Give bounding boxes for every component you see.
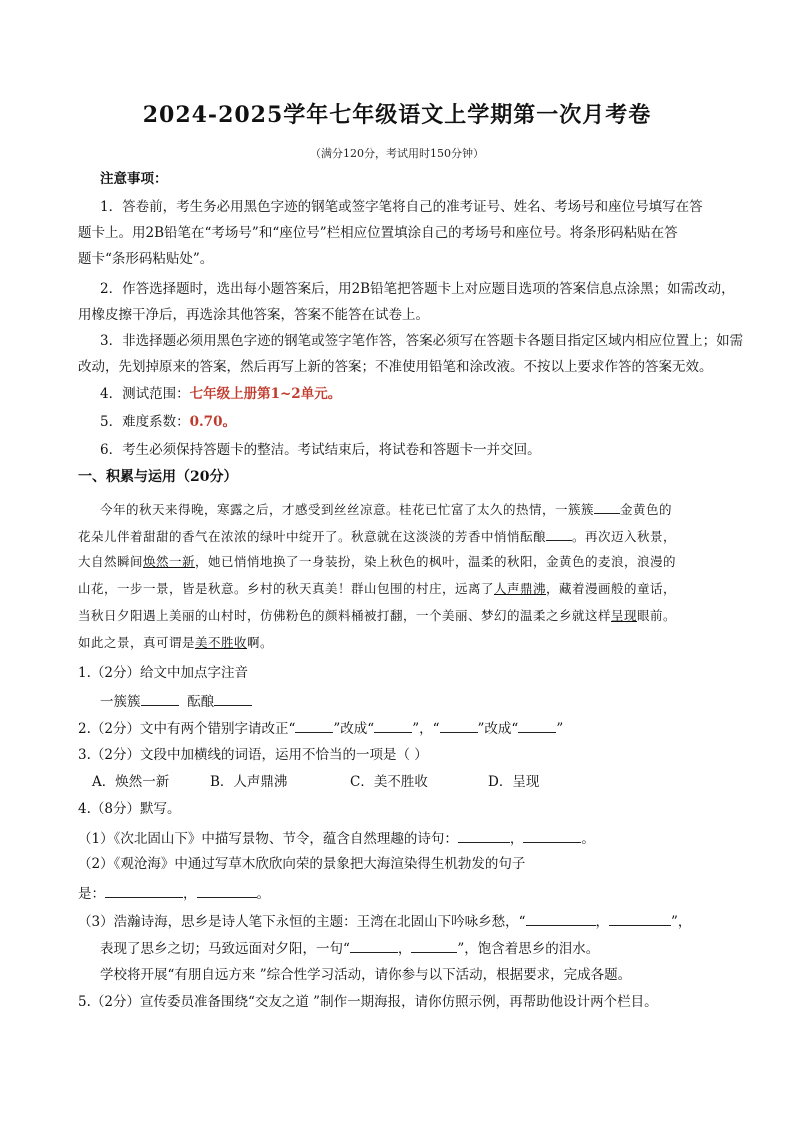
note-2-line-a: 2．作答选择题时，选出每小题答案后，用2B铅笔把答题卡上对应题目选项的答案信息点涂黑；如需改动， — [100, 281, 735, 297]
difficulty-value: 0.70。 — [189, 414, 236, 430]
note-4-label: 4．测试范围： — [100, 386, 190, 402]
test-scope: 七年级上册第1~2单元。 — [189, 386, 342, 402]
note-1-line-b: 题卡上。用2B铅笔在“考场号”和“座位号”栏相应位置填涂自己的考场号和座位号。将条形码粘贴在答 — [78, 225, 678, 241]
passage-line-3: 大自然瞬间焕然一新，她已悄悄地换了一身装扮，染上秋色的枫叶，温柔的秋阳，金黄色的麦浪，浪漫的 — [78, 554, 677, 569]
question-3-options — [92, 773, 742, 791]
answer-blank[interactable] — [105, 883, 183, 898]
answer-blank[interactable] — [458, 828, 510, 843]
note-4 — [100, 385, 728, 403]
question-1-stem: 1.（2分）给文中加点字注音 — [78, 665, 248, 681]
answer-blank[interactable] — [526, 911, 596, 926]
notes-heading: 注意事项： — [100, 171, 168, 187]
passage-line-6: 如此之景，真可谓是美不胜收啊。 — [78, 635, 274, 650]
note-3-line-a: 3．非选择题必须用黑色字迹的钢笔或签字笔作答，答案必须写在答题卡各题目指定区域内相应位置上；如需 — [100, 333, 744, 349]
answer-blank[interactable] — [350, 938, 398, 953]
answer-blank[interactable] — [440, 718, 478, 733]
underlined-word: 人声鼎沸 — [494, 581, 547, 596]
answer-blank[interactable] — [411, 938, 457, 953]
option-d[interactable]: D．呈现 — [488, 774, 540, 790]
answer-blank[interactable] — [141, 691, 179, 706]
note-2-line-b: 用橡皮擦干净后，再选涂其他答案，答案不能答在试卷上。 — [78, 307, 429, 323]
option-a[interactable]: A．焕然一新 — [92, 774, 170, 790]
exam-title: 2024-2025学年七年级语文上学期第一次月考卷 — [142, 102, 652, 128]
answer-blank[interactable] — [374, 718, 412, 733]
exam-subtitle: （满分120分，考试用时150分钟） — [310, 147, 484, 160]
answer-blank[interactable] — [295, 718, 333, 733]
note-5 — [100, 413, 728, 431]
question-4-2-a: （2）《观沧海》中通过写草木欣欣向荣的景象把大海渲染得生机勃发的句子 — [78, 856, 526, 872]
question-1-items: 一簇簇 酝酿 — [100, 691, 728, 711]
passage-line-1: 今年的秋天来得晚，寒露之后，才感受到丝丝凉意。桂花已忙富了太久的热情，一簇簇 金黄色的 — [100, 499, 728, 519]
blank — [594, 499, 620, 514]
underlined-word: 焕然一新 — [143, 554, 196, 569]
question-4-3-b: 表现了思乡之切；马致远面对夕阳，一句“ ， ”，饱含着思乡的泪水。 — [100, 938, 728, 958]
answer-blank[interactable] — [609, 911, 671, 926]
question-4-2-b: 是： ， 。 — [78, 883, 728, 903]
answer-blank[interactable] — [197, 883, 257, 898]
question-2: 2.（2分）文中有两个错别字请改正“ ”改成“ ”，“ ”改成“ ” — [78, 718, 728, 738]
note-6: 6．考生必须保持答题卡的整洁。考试结束后，将试卷和答题卡一并交回。 — [100, 442, 541, 458]
question-4-stem: 4.（8分）默写。 — [78, 801, 181, 817]
option-c[interactable]: C．美不胜收 — [350, 774, 428, 790]
note-1-line-a: 1．答卷前，考生务必用黑色字迹的钢笔或签字笔将自己的准考证号、姓名、考场号和座位号填写在答 — [100, 199, 703, 215]
underlined-word: 呈现 — [611, 608, 638, 623]
passage-line-5: 当秋日夕阳遇上美丽的山村时，仿佛粉色的颜料桶被打翻，一个美丽、梦幻的温柔之乡就这样呈现眼前。 — [78, 608, 677, 623]
note-1-line-c: 题卡“条形码粘贴处”。 — [78, 251, 214, 267]
question-3-stem: 3.（2分）文段中加横线的词语，运用不恰当的一项是（ ） — [78, 747, 428, 763]
note-3-line-b: 改动，先划掉原来的答案，然后再写上新的答案；不准使用铅笔和涂改液。不按以上要求作答的答案无效。 — [78, 359, 713, 375]
passage-line-2: 花朵儿伴着甜甜的香气在浓浓的绿叶中绽开了。秋意就在这淡淡的芳香中悄悄酝酿 。再次迈入秋景， — [78, 526, 728, 546]
activity-intro: 学校将开展“有朋自远方来 ”综合性学习活动，请你参与以下活动，根据要求，完成各题。 — [100, 967, 632, 983]
passage-line-4: 山花，一步一景，皆是秋意。乡村的秋天真美！群山包围的村庄，远离了人声鼎沸，藏着漫画般的童话， — [78, 581, 677, 596]
note-5-label: 5．难度系数： — [100, 414, 190, 430]
option-b[interactable]: B．人声鼎沸 — [210, 774, 288, 790]
underlined-word: 美不胜收 — [195, 635, 248, 650]
question-4-3-a: （3）浩瀚诗海，思乡是诗人笔下永恒的主题：王湾在北固山下吟咏乡愁，“ ， ”， — [78, 911, 728, 931]
blank — [546, 526, 572, 541]
answer-blank[interactable] — [523, 828, 581, 843]
question-4-1: （1）《次北固山下》中描写景物、节令，蕴含自然理趣的诗句： ， 。 — [78, 828, 728, 848]
answer-blank[interactable] — [214, 691, 252, 706]
section-1-heading: 一、积累与运用（20分） — [78, 469, 238, 485]
question-5-stem: 5.（2分）宣传委员准备围绕“交友之道 ”制作一期海报，请你仿照示例，再帮助他设计两个栏目。 — [78, 994, 658, 1010]
answer-blank[interactable] — [518, 718, 556, 733]
